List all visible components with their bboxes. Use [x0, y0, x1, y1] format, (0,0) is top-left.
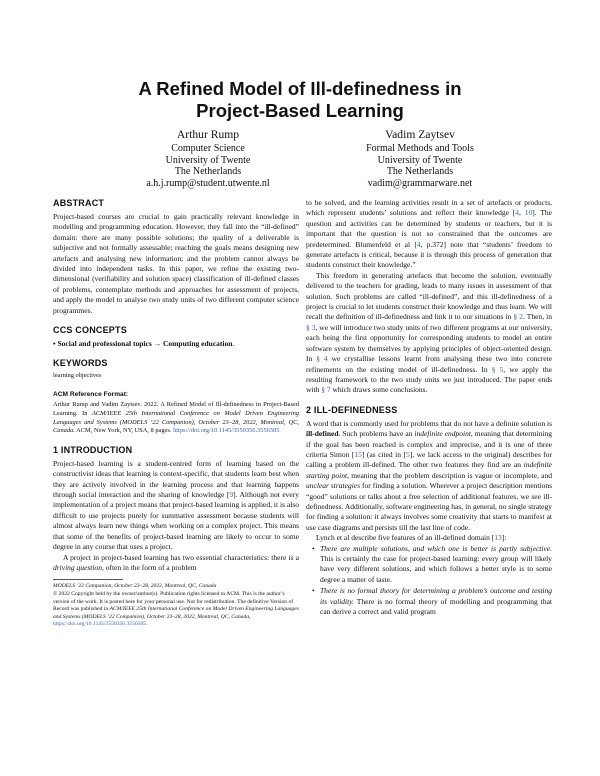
author-block-2 [320, 128, 520, 189]
para-text: for finding a solution. Wherever a project description mentions “good” solutions or talks about a free selection of additional features, we see ill-definedness. Additionally, software engineering has, in general, no single strategy for finding a solution: it always involves some creativity that starts to manifest at use case diagrams and persists till the last line of code. [306, 481, 553, 532]
section-link[interactable]: § 2 [513, 312, 523, 322]
citation-link[interactable]: 10 [524, 208, 533, 218]
intro-p2-text: , often in the form of a problem [101, 562, 197, 572]
para-text: A word that is commonly used for problems that do not have a definite solution is [306, 418, 552, 428]
paper-title [40, 78, 560, 122]
section-link[interactable]: § 5 [491, 364, 504, 374]
para-text: This freedom in generating artefacts that become the solution, eventually delivered to the teachers for grading, leads to many issues in assessment of that solution. Such problems are called “ill-defined”, and this ill-definedness of a project is crucial to let students construct their knowledge and thus learn. We will recall the definition of ill-definedness and link it to our situations in [306, 270, 552, 322]
abstract-heading: ABSTRACT [53, 198, 105, 208]
intro-paragraph-1 [53, 459, 299, 553]
ref-venue: ACM/IEEE 25th International Conference on Model Driven Engineering Languages and Systems (MODELS ’22 Companion), October 23–28, 2022, Montreal, QC, Canada. [53, 410, 299, 435]
para-italic: indefinite endpoint [414, 429, 471, 439]
para-text: ]. The question and activities can be determined by students or teachers, but it is important that the question is not so constrained that the outcomes are predetermined. Blumenfeld et al [ [306, 208, 552, 249]
abstract-section [53, 198, 299, 316]
ill-definedness-paragraph-1 [306, 419, 552, 533]
citation-link[interactable]: 5 [406, 449, 410, 459]
ccs-heading: CCS CONCEPTS [53, 325, 127, 336]
footnote-sep: , [249, 613, 251, 620]
ccs-section [53, 325, 299, 349]
para-italic: unclear strategies [306, 481, 361, 491]
author-dept: Computer Science [171, 143, 245, 154]
abstract-text: Project-based courses are crucial to gain practically relevant knowledge in modelling and programming education. However, they fall into the “ill-defined” domain: there are many possible solutions; the quality of a deliverable is subjective and not formally assessable; reaching the goals means designing new artefacts and analysing new information; and the problem cannot always be divided into independent tasks. In this paper, we refine the existing two-dimensional (verifiability and solution space) classification of ill-defined classes of problems, contemplate methods and approaches for assessment of projects, and apply the model to analyse two study units of two different computer science programmes. [53, 212, 299, 315]
footnote [53, 583, 299, 629]
author-country: The Netherlands [174, 166, 242, 177]
para-text: , [519, 208, 525, 218]
acm-reference [53, 390, 299, 436]
list-item-italic: There is no formal theory for determining a problem’s outcome and testing its validity. [320, 586, 552, 606]
section-link[interactable]: § 3 [306, 322, 316, 332]
citation-link[interactable]: 4 [416, 239, 421, 249]
acm-reference-heading: ACM Reference Format: [53, 391, 129, 399]
author-block-1 [108, 128, 308, 189]
intro-paragraph-3 [306, 271, 552, 396]
para-bold: ill-defined [306, 429, 339, 439]
para-text: , p.372] note that “students’ freedom to generate artefacts is critical, because it is through this process of generation that students construct their knowledge.” [306, 239, 552, 270]
ccs-subtopic: Computing education [163, 339, 233, 349]
para-text: ]: [501, 533, 507, 543]
para-italic: indefinite starting point [306, 460, 552, 480]
para-text: which draws some conclusions. [330, 385, 428, 395]
ref-part-1: Arthur Rump and Vadim Zaytsev. 2022. A Refined Model of Ill-definedness in Project-Based Learning. In [53, 401, 299, 418]
footnote-doi-link[interactable]: https://doi.org/10.1145/3550356.3556505 [53, 621, 147, 628]
para-text: to be solved, and the learning activities result in a set of artefacts or products, which represent students’ solutions and reflect their knowledge [ [306, 198, 552, 218]
right-column [306, 198, 552, 618]
citation-link[interactable]: 9 [229, 490, 234, 500]
footnote-copyright-text: © 2022 Copyright held by the owner/author(s). Publication rights licensed to ACM. This is the author’s version of the work. It is posted here for your personal use. Not for redistribution. The definitive Version of Record was published in [53, 590, 294, 613]
para-text: , we will introduce two study units of two different programs at our university, each being the first opportunity for corresponding students to model an entire software system by themselves by applying principles of object-oriented design. In [306, 322, 553, 364]
list-item [320, 586, 552, 617]
citation-link[interactable]: 13 [494, 533, 502, 543]
author-country: The Netherlands [386, 166, 454, 177]
para-text: , we apply the resulting framework to the two study units we just introduced. The paper ends with [306, 364, 553, 395]
list-item-italic: There are multiple solutions, and which one is better is partly subjective. [320, 543, 552, 553]
intro-p1-text: Project-based learning is a student-centred form of learning based on the constructivist ideas that learning is context-specific, that students learn best when they are actively involved in the learning process and that learning happens through social interaction and the sharing of knowledge [ [53, 458, 299, 500]
author-name: Arthur Rump [176, 128, 240, 141]
citation-link[interactable]: 15 [354, 449, 362, 459]
left-column [53, 198, 299, 629]
section-2-heading: 2 ILL-DEFINEDNESS [306, 404, 398, 415]
para-text: Lynch et al describe five features of an ill-defined domain [ [316, 533, 495, 543]
para-text: . Such problems have an [338, 429, 415, 439]
intro-p1-text: ]. Although not every implementation of a project means that project-based learning is applied, it is also difficult to use projects purely for summative assessment because students will almost always learn new things when working on a complex project. This means that some of the benefits of project-based learning are likely to occur to some degree in any course that uses a project. [53, 490, 299, 552]
footnote-conference: MODELS ’22 Companion, October 23–28, 2022, Montreal, QC, Canada [53, 583, 217, 590]
author-email[interactable]: a.h.j.rump@student.utwente.nl [146, 177, 270, 189]
intro-paragraph-continued [306, 198, 552, 271]
intro-paragraph-2 [53, 553, 299, 574]
acm-reference-text [53, 401, 299, 435]
para-text: , meaning that the problem description is vague or incomplete, and [347, 470, 552, 480]
author-org: University of Twente [165, 154, 251, 166]
author-email[interactable]: vadim@grammarware.net [367, 177, 473, 189]
para-text: . Then, in [522, 312, 552, 322]
ccs-end: . [232, 339, 235, 349]
intro-p2-italic: driving question [53, 562, 102, 572]
list-item-text: This is certainly the case for project-based learning: every group will likely have very different solutions, and which follows a better style is to some degree a matter of taste. [320, 554, 552, 584]
footnote-divider [53, 579, 123, 580]
keywords-text: learning objectives [53, 372, 102, 380]
ref-doi-link[interactable]: https://doi.org/10.1145/3550356.3556505 [173, 427, 280, 435]
ill-definedness-paragraph-2 [306, 533, 552, 543]
para-text: ], we lack access to the original) describes for calling a problem ill-defined. The other two features they find are an [306, 449, 553, 470]
section-link[interactable]: § 7 [321, 385, 331, 395]
title-line-1: A Refined Model of Ill-definedness in [138, 78, 462, 99]
footnote-end: . [146, 621, 148, 628]
list-item-text: There is no formal theory of modelling and programming that can derive a correct and valid program [320, 596, 552, 617]
ccs-text [53, 339, 299, 349]
ccs-arrow: → [151, 339, 164, 349]
keywords-heading: KEYWORDS [53, 358, 108, 369]
author-dept: Formal Methods and Tools [366, 143, 474, 154]
intro-heading: 1 INTRODUCTION [53, 444, 133, 455]
author-org: University of Twente [377, 154, 463, 166]
introduction-section [53, 445, 299, 573]
footnote-venue: ACM/IEEE 25th International Conference on Model Driven Engineering Languages and Systems (MODELS ’22 Companion), October 23–28, 2022, Montreal, QC, Canada [53, 606, 299, 620]
keywords-section [53, 358, 299, 381]
section-link[interactable]: § 4 [316, 354, 328, 364]
list-item [320, 544, 552, 586]
title-line-2: Project-Based Learning [196, 100, 404, 121]
feature-list [306, 544, 552, 618]
para-text: we crystallise lessons learnt from analysing these two into concrete refinements on the existing model of ill-definedness. In [306, 354, 553, 374]
ref-part-2: ACM, New York, NY, USA, 8 pages. [74, 427, 174, 435]
para-text: , meaning that determining if the goal has been reached is complex and imprecise, and it is one of three criteria Simon [ [306, 429, 553, 459]
author-name: Vadim Zaytsev [385, 128, 455, 141]
ccs-topic: • Social and professional topics [53, 339, 152, 349]
citation-link[interactable]: 4 [515, 208, 520, 218]
para-text: ] (as cited in [ [361, 449, 406, 459]
intro-p2-text: A project in project-based learning has two essential characteristics: there is a [63, 552, 299, 562]
footnote-copyright [53, 591, 299, 629]
